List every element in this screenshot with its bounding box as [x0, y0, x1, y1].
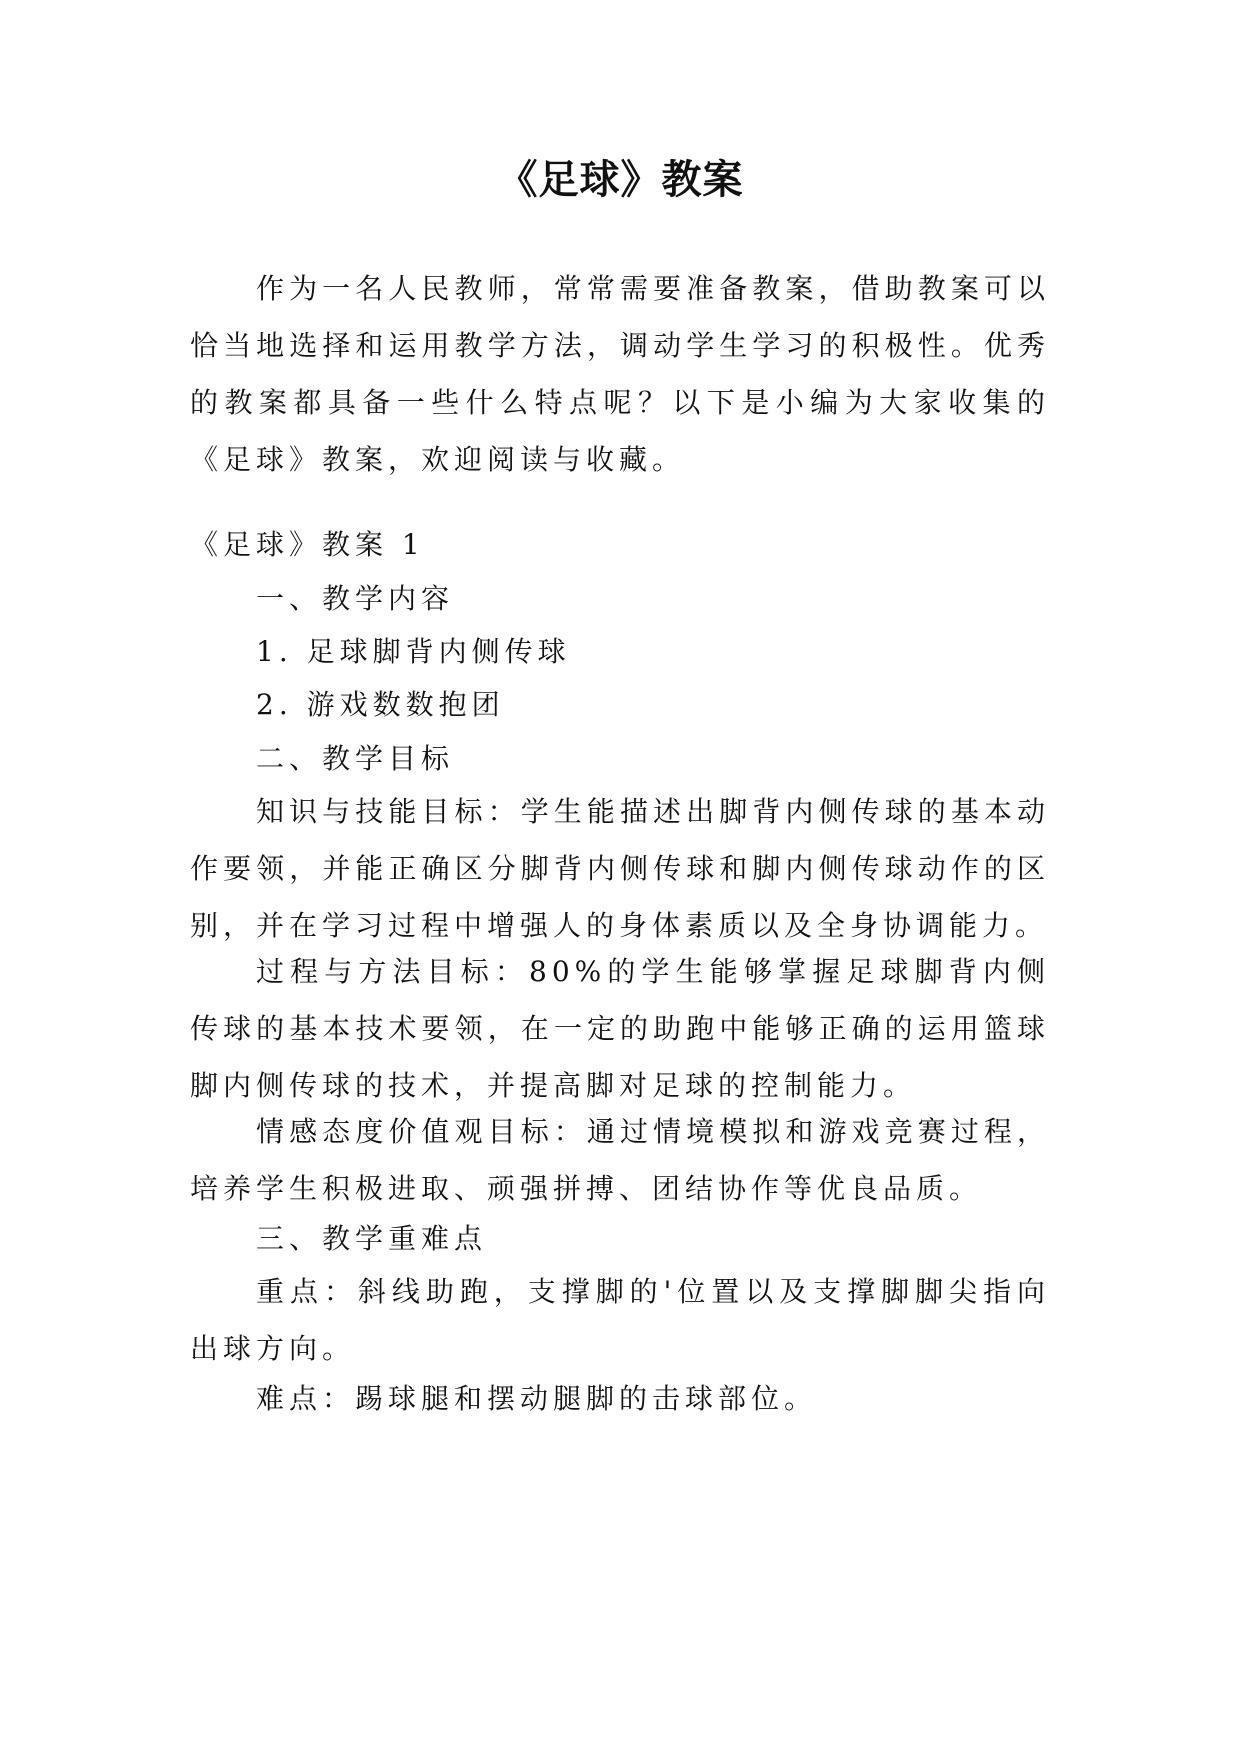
document-title: 《足球》教案 [497, 157, 744, 203]
content-item-2: 2. 游戏数数抱团 [256, 688, 505, 721]
section-heading: 《足球》教案 1 [190, 528, 425, 561]
content-item-1: 1. 足球脚背内侧传球 [256, 635, 571, 668]
goal-knowledge-paragraph: 知识与技能目标：学生能描述出脚背内侧传球的基本动作要领，并能正确区分脚背内侧传球和脚内侧传球动作的区别，并在学习过程中增强人的身体素质以及全身协调能力。 [190, 795, 1050, 942]
difficult-point-line: 难点：踢球腿和摆动腿脚的击球部位。 [256, 1382, 818, 1415]
key-point-paragraph: 重点：斜线助跑，支撑脚的'位置以及支撑脚脚尖指向出球方向。 [190, 1275, 1050, 1365]
intro-paragraph: 作为一名人民教师，常常需要准备教案，借助教案可以恰当地选择和运用教学方法，调动学生学习的积极性。优秀的教案都具备一些什么特点呢？以下是小编为大家收集的《足球》教案，欢迎阅读与收藏。 [190, 272, 1050, 476]
difficulty-heading: 三、教学重难点 [256, 1222, 488, 1255]
content-heading: 一、教学内容 [256, 582, 455, 615]
goals-heading: 二、教学目标 [256, 742, 455, 775]
goal-emotion-paragraph: 情感态度价值观目标：通过情境模拟和游戏竞赛过程，培养学生积极进取、顽强拼搏、团结协作等优良品质。 [190, 1115, 1050, 1205]
goal-process-paragraph: 过程与方法目标：80%的学生能够掌握足球脚背内侧传球的基本技术要领，在一定的助跑中能够正确的运用篮球脚内侧传球的技术，并提高脚对足球的控制能力。 [190, 955, 1050, 1102]
